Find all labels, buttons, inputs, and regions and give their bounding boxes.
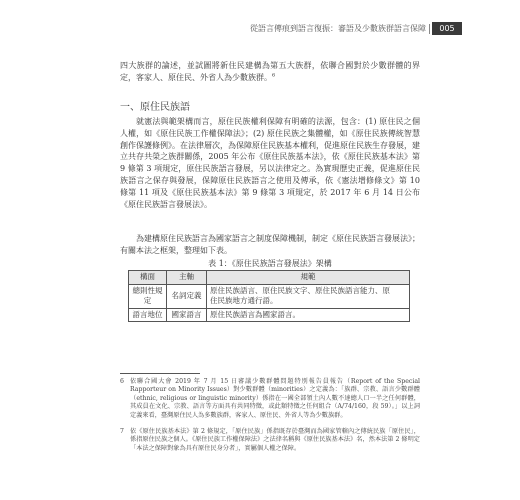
page-number-badge: 005 (432, 22, 462, 35)
footnote-number: 6 (120, 378, 124, 385)
intro-paragraph-block (120, 60, 420, 84)
norm-line: 原住民族語言、原住民族文字、原住民族語言能力、原 (210, 285, 390, 295)
footnote-text: 依《原住民族基本法》第 2 條規定，「原住民族」係指既存於臺灣而為國家管轄內之傳統民族「原住民」，係指原住民族之個人。《原住民族工作權保障法》之法律名稱與《原住民族基本法》名，然本法第 2 條明定「本法之保障對象為具有原住民身分者」，實屬個人權之保障。 (130, 428, 420, 452)
table-cell-axis: 國家語言 (167, 308, 207, 322)
running-header (0, 22, 520, 38)
footnote-ref-6[interactable]: 6 (272, 72, 276, 79)
footnote-7 (120, 428, 420, 453)
table-cell-norms: 原住民族語言為國家語言。 (207, 308, 410, 322)
paragraph-1-text: 就憲法與範架構而言，原住民族權利保障有明確的法源，包含：(1) 原住民之個人權，如《原住民族工作權保障法》；(2) 原住民族之集體權，如《原住民族傳統智慧創作保護條例》。在法律層次，為保障原住民族基本權利，促進原住民族生存發展，建立共存共榮之族群關係，2005 年公布《原住民族基本法》，依《原住民族基本法》第 9 條第 3 項規定，原住民族語言發展，另以法律定之。為實現歷史正義，促進原住民族語言之保存與發展，保障原住民族語言之使用及傳承，依《憲法增修條文》第 10 條第 11 項及《原住民族基本法》第 9 條第 3 項規定，於 2017 年 6 月 14 日公布《原住民族語言發展法》。 (120, 117, 420, 209)
norm-line: 住民族地方通行語。 (210, 296, 278, 305)
body-paragraph-1 (120, 116, 420, 210)
table-cell-norms (207, 284, 410, 308)
footnote-text: 依聯合國大會 2019 年 7 月 15 日審議少數群體問題特別報告員報告（Report of the Special Rapporteur on Minority Issues）對少數群體（minorities）之定義為：「族群、宗教、語言少數群體（ethnic, religious or linguistic minority）係指在一國全部領土內人數不達總人口一半之任何群體，其成員在文化、宗教、語言等方面具有共同特徵，或此類特徵之任何組合（A/74/160，段 59）。」以上詞定義來看，臺灣原住民人為多數族群，客家人、原住民、外省人等為少數族群。 (130, 378, 420, 419)
table-header-axis: 主軸 (167, 271, 207, 285)
paragraph-2-text: 為建構原住民族語言為國家語言之制度保障機制，制定《原住民族語言發展法》；有關本法之框架，整理如下表。 (120, 234, 420, 255)
header-divider (429, 24, 430, 34)
framework-table (128, 270, 410, 322)
table-header-norms: 規範 (207, 271, 410, 285)
table-cell-facet: 語言地位 (129, 308, 167, 322)
table-header-row (129, 271, 410, 285)
intro-paragraph (120, 60, 420, 84)
running-header-title: 從語言傳痕到語言復振：審語及少數族群語言保障 (250, 24, 426, 33)
table-cell-facet: 總則性規定 (129, 284, 167, 308)
intro-text: 四大族群的論述，並試圖將新住民建構為第五大族群，依聯合國對於少數群體的界定，客家人、原住民、外省人為少數族群。 (120, 61, 420, 82)
footnote-divider (120, 373, 200, 374)
table-row (129, 284, 410, 308)
footnote-6 (120, 378, 420, 420)
table-header-facet: 構面 (129, 271, 167, 285)
table-row (129, 308, 410, 322)
section-heading: 一、原住民族語 (120, 102, 190, 113)
table-caption: 表 1：《原住民族語言發展法》架構 (208, 259, 332, 268)
footnote-number: 7 (120, 428, 124, 435)
body-paragraph-2 (120, 233, 420, 257)
table-cell-axis: 名詞定義 (167, 284, 207, 308)
